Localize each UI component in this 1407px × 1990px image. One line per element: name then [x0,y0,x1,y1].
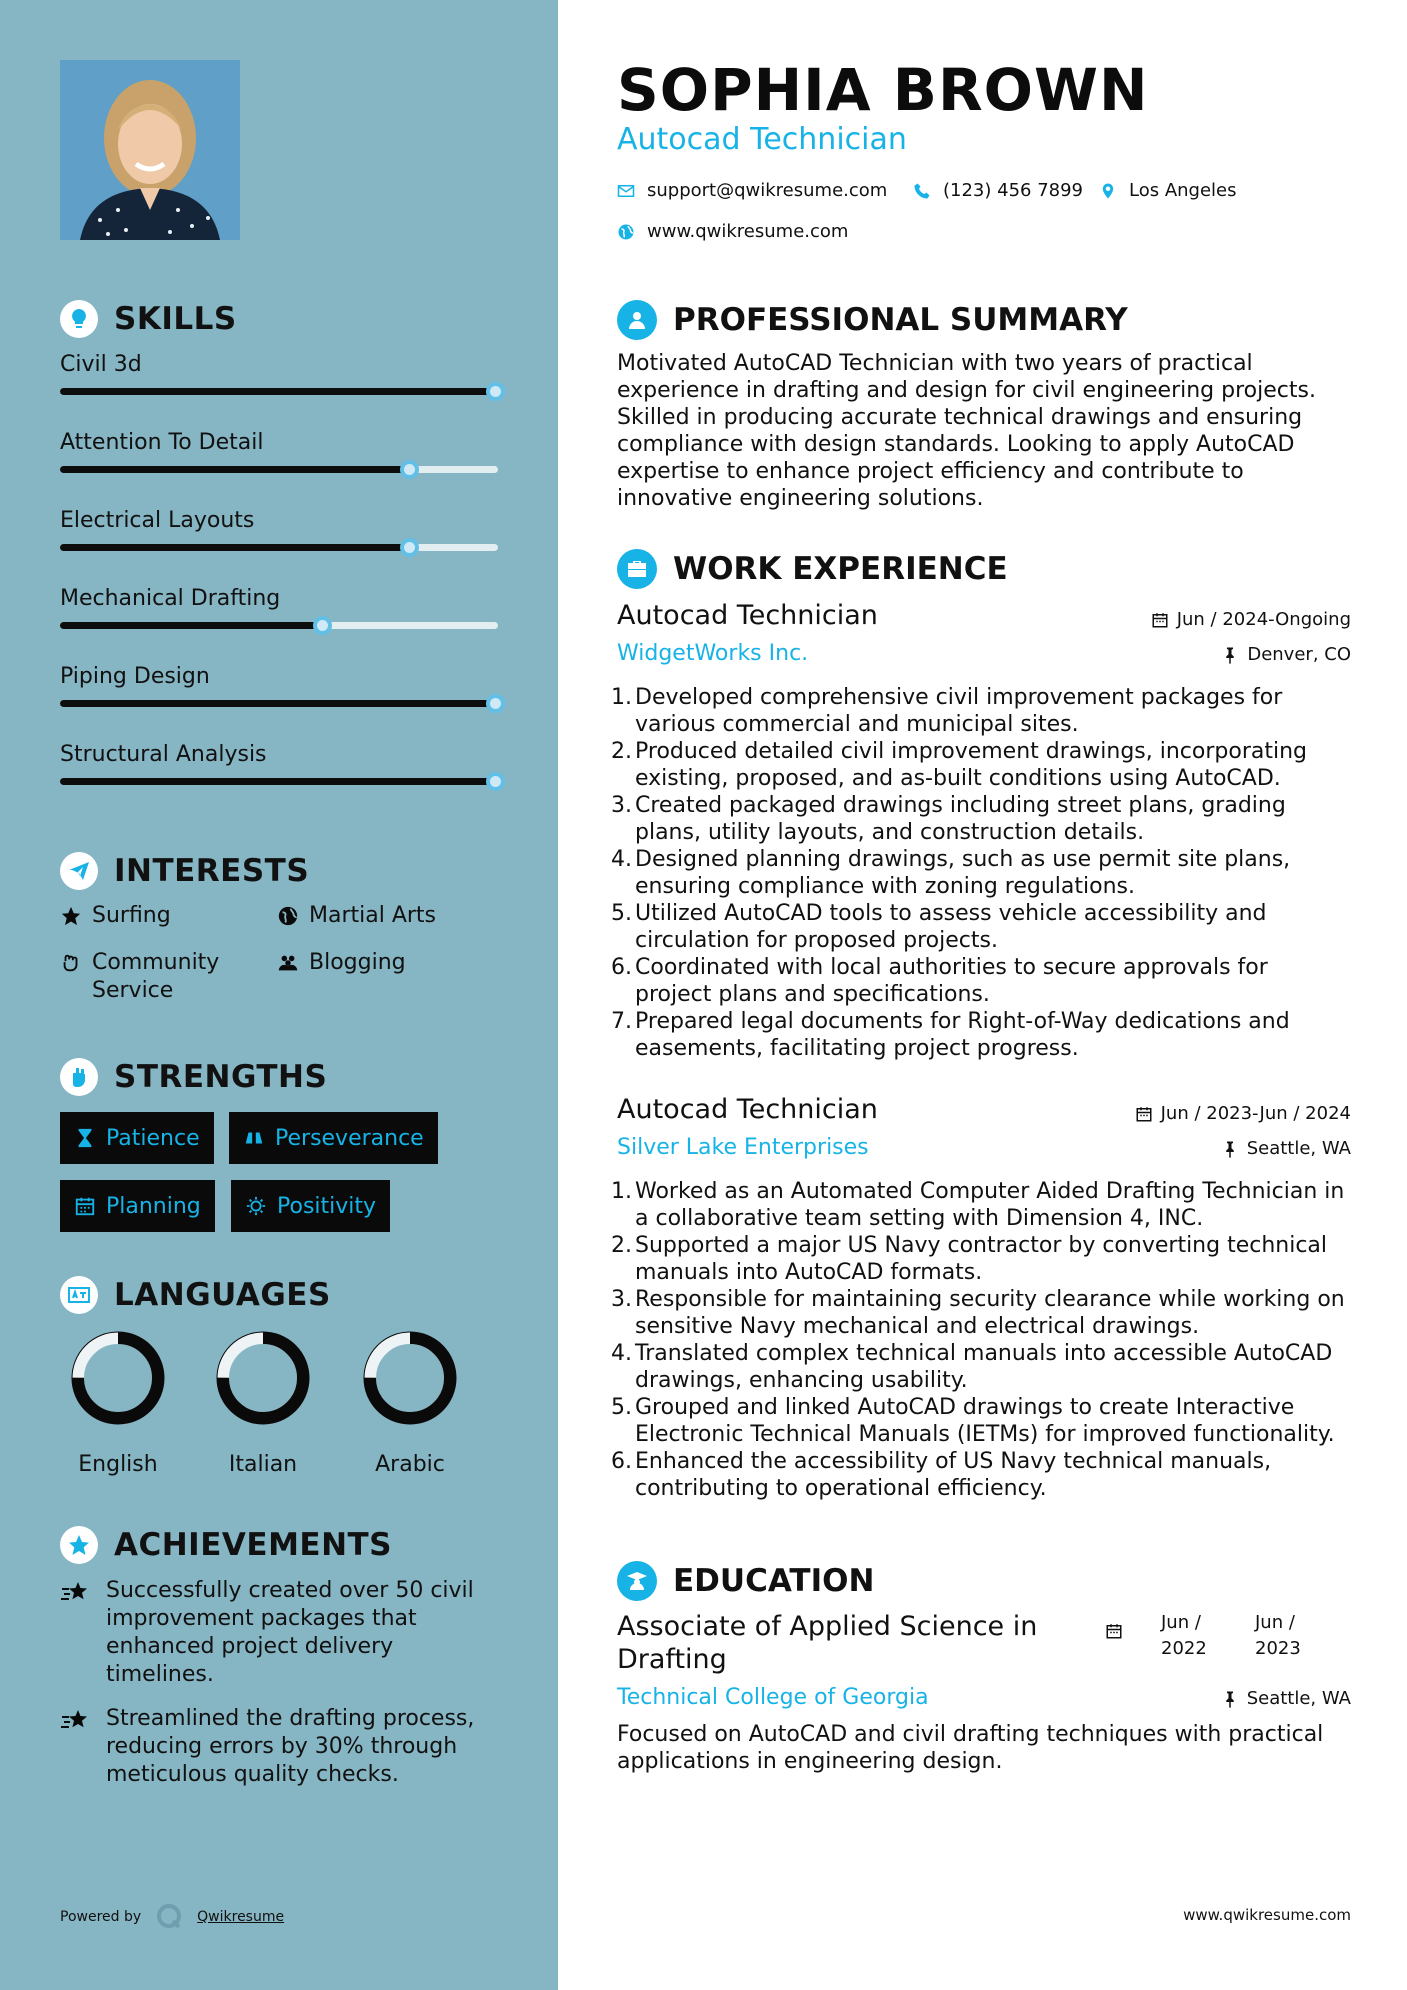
skill-bar-knob [486,382,505,401]
job-title: Autocad Technician [617,1094,878,1125]
candidate-role: Autocad Technician [617,122,907,157]
job-bullet: 3. Created packaged drawings including street plans, grading plans, utility layouts, and construction details. [611,793,1286,845]
achievements-title: ACHIEVEMENTS [114,1527,393,1563]
skill-label: Electrical Layouts [60,508,255,533]
qwikresume-link[interactable]: Qwikresume [197,1909,285,1925]
skill-bar [60,622,498,629]
star-badge-icon [60,1526,98,1564]
bullet-number: 5. [611,1395,632,1420]
hourglass-icon [74,1127,96,1149]
calendar-icon [1135,1105,1153,1123]
school-name: Technical College of Georgia [617,1685,929,1710]
job-bullet: 3. Responsible for maintaining security clearance while working on sensitive Navy mechanical and electrical drawings. [611,1287,1345,1339]
star-icon [60,905,82,927]
shooting-star-icon [60,1579,92,1607]
education-title: EDUCATION [673,1563,875,1599]
skill-bar-fill [60,778,498,785]
powered-by-label: Powered by [60,1909,142,1925]
skill-bar [60,466,498,473]
languages-title: LANGUAGES [114,1277,331,1313]
hand-icon [60,952,82,974]
bullet-number: 6. [611,955,632,980]
skill-item [60,352,500,377]
education-heading [617,1561,874,1601]
job-date: Jun / 2024-Ongoing [1151,609,1351,630]
skill-bar-knob [400,538,419,557]
pushpin-icon [1221,646,1239,664]
job-date: Jun / 2023-Jun / 2024 [1135,1103,1351,1124]
job-title: Autocad Technician [617,600,878,631]
strength-badge: Planning [60,1180,215,1232]
user-icon [617,300,657,340]
envelope-icon [617,182,635,200]
experience-title: WORK EXPERIENCE [673,551,1008,587]
achievements-heading [60,1526,392,1564]
bullet-number: 3. [611,793,632,818]
interest-item: Blogging [277,949,406,977]
skill-item [60,664,500,689]
language-ring-outline [72,1332,164,1424]
profile-photo [60,60,240,240]
skill-item [60,508,500,533]
skill-bar-knob [400,460,419,479]
strength-badge: Positivity [231,1180,390,1232]
language-label: Italian [228,1452,298,1477]
skill-bar-fill [60,622,323,629]
graduate-icon [617,1561,657,1601]
language-item [203,1330,323,1477]
strength-badge: Patience [60,1112,214,1164]
pushpin-icon [1221,1140,1239,1158]
languages-heading [60,1276,331,1314]
bullet-number: 1. [611,685,632,710]
bullet-number: 2. [611,1233,632,1258]
bullet-number: 2. [611,739,632,764]
skill-bar-fill [60,388,498,395]
job-bullet: 5. Utilized AutoCAD tools to assess vehicle accessibility and circulation for proposed projects. [611,901,1267,953]
company-name: Silver Lake Enterprises [617,1135,869,1160]
shooting-star-icon [60,1707,92,1735]
skills-heading [60,300,237,338]
calendar-icon [1105,1622,1123,1640]
strengths-title: STRENGTHS [114,1059,328,1095]
calendar-icon [74,1195,96,1217]
language-ring [362,1330,458,1426]
map-pin-icon [1099,182,1117,200]
language-card-icon [60,1276,98,1314]
language-label: English [78,1452,158,1477]
paper-plane-icon [60,852,98,890]
achievement-item: Successfully created over 50 civil improvement packages that enhanced project delivery timelines. [60,1577,500,1689]
pushpin-icon [1221,1690,1239,1708]
skill-label: Structural Analysis [60,742,267,767]
skill-item [60,586,500,611]
education-start: Jun / 2022 [1161,1612,1207,1659]
interests-title: INTERESTS [114,853,310,889]
job-bullet: 2. Supported a major US Navy contractor by converting technical manuals into AutoCAD formats. [611,1233,1328,1285]
skill-label: Piping Design [60,664,210,689]
company-name: WidgetWorks Inc. [617,641,809,666]
language-ring-outline [364,1332,456,1424]
achievement-item: Streamlined the drafting process, reducing errors by 30% through meticulous quality checks. [60,1705,500,1789]
degree-title: Associate of Applied Science in Drafting [617,1611,1038,1675]
summary-title: PROFESSIONAL SUMMARY [673,302,1128,338]
phone-icon [913,182,931,200]
education-dates [1105,1610,1311,1662]
bullet-number: 7. [611,1009,632,1034]
bullet-number: 1. [611,1179,632,1204]
language-item [350,1330,470,1477]
interest-item: Martial Arts [277,902,436,930]
job-bullet: 1. Worked as an Automated Computer Aided Drafting Technician in a collaborative team setting with Dimension 4, INC. [611,1179,1345,1231]
language-ring [215,1330,311,1426]
fist-icon [60,1058,98,1096]
job-bullet: 4. Designed planning drawings, such as use permit site plans, ensuring compliance with zoning regulations. [611,847,1291,899]
bullet-number: 6. [611,1449,632,1474]
school-location: Seattle, WA [1221,1688,1351,1709]
skill-bar-fill [60,466,410,473]
education-description: Focused on AutoCAD and civil drafting techniques with practical applications in engineering design. [617,1722,1324,1774]
language-ring-outline [217,1332,309,1424]
binoculars-icon [243,1127,265,1149]
bullet-number: 4. [611,847,632,872]
summary-text: Motivated AutoCAD Technician with two years of practical experience in drafting and design for civil engineering projects. Skilled in producing accurate technical drawings and ensuring compliance with design standards. Looking to apply AutoCAD expertise to enhance project efficiency and contribute to innovative engineering solutions. [617,351,1316,511]
powered-by [60,1903,284,1931]
profile-photo-image [60,60,240,240]
skill-bar-knob [486,772,505,791]
skills-title: SKILLS [114,301,237,337]
summary-heading [617,300,1128,340]
skill-bar [60,778,498,785]
skill-item [60,430,500,455]
skill-bar-knob [313,616,332,635]
job-bullet: 7. Prepared legal documents for Right-of-Way dedications and easements, facilitating project progress. [611,1009,1290,1061]
skill-bar [60,388,498,395]
lightbulb-icon [60,300,98,338]
language-ring [70,1330,166,1426]
job-bullet: 6. Enhanced the accessibility of US Navy technical manuals, contributing to operational efficiency. [611,1449,1272,1501]
skill-label: Civil 3d [60,352,142,377]
globe-icon [617,223,635,241]
contact-phone: (123) 456 7899 [913,180,1083,201]
education-end: Jun / 2023 [1255,1612,1301,1659]
strengths-heading [60,1058,327,1096]
job-bullet: 4. Translated complex technical manuals into accessible AutoCAD drawings, enhancing usability. [611,1341,1333,1393]
skill-item [60,742,500,767]
skill-bar [60,544,498,551]
job-bullets [611,684,1351,1062]
skill-bar-fill [60,544,410,551]
briefcase-icon [617,549,657,589]
footer-url[interactable]: www.qwikresume.com [1183,1906,1351,1924]
contact-email: support@qwikresume.com [617,180,887,201]
strength-badge: Perseverance [229,1112,438,1164]
sidebar [0,0,558,1990]
job-bullet: 1. Developed comprehensive civil improvement packages for various commercial and municipal sites. [611,685,1283,737]
language-item [58,1330,178,1477]
skill-label: Mechanical Drafting [60,586,281,611]
job-bullet: 6. Coordinated with local authorities to secure approvals for project plans and specifications. [611,955,1268,1007]
skill-bar [60,700,498,707]
interest-item: Community Service [60,949,250,1005]
users-icon [277,952,299,974]
qwikresume-logo-icon [155,1903,183,1931]
contact-location: Los Angeles [1099,180,1237,201]
sun-icon [245,1195,267,1217]
job-location: Denver, CO [1221,644,1351,665]
language-label: Arabic [375,1452,445,1477]
job-bullet: 5. Grouped and linked AutoCAD drawings to create Interactive Electronic Technical Manuals (IETMs) for improved functionality. [611,1395,1335,1447]
bullet-number: 5. [611,901,632,926]
job-bullet: 2. Produced detailed civil improvement drawings, incorporating existing, proposed, and as-built conditions using AutoCAD. [611,739,1307,791]
skill-bar-fill [60,700,498,707]
calendar-icon [1151,611,1169,629]
job-location: Seattle, WA [1221,1138,1351,1159]
skill-bar-knob [486,694,505,713]
bullet-number: 3. [611,1287,632,1312]
bullet-number: 4. [611,1341,632,1366]
experience-heading [617,549,1008,589]
job-bullets [611,1178,1351,1502]
interest-item: Surfing [60,902,171,930]
contact-website: www.qwikresume.com [617,221,848,242]
candidate-name: SOPHIA BROWN [617,56,1149,124]
interests-heading [60,852,309,890]
skill-label: Attention To Detail [60,430,264,455]
globe-icon [277,905,299,927]
